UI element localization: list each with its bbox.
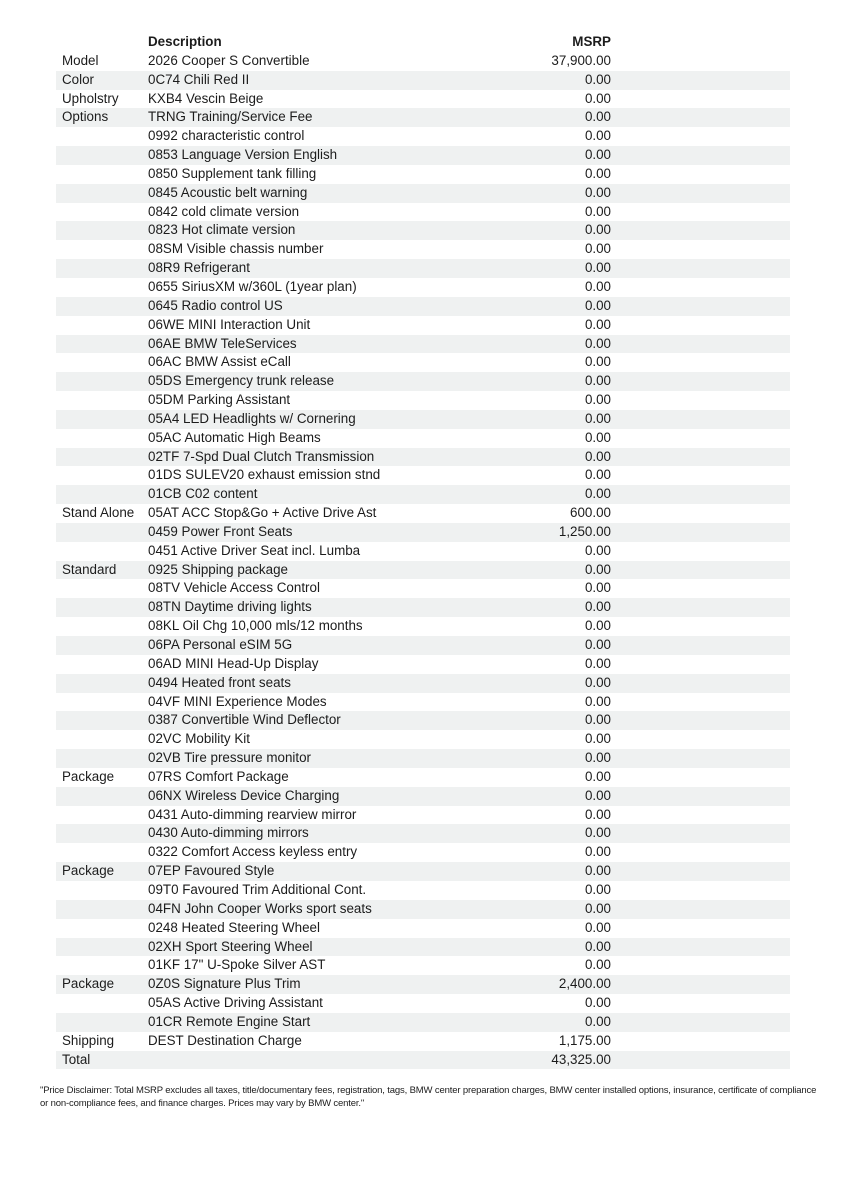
row-description: 06AE BMW TeleServices (148, 335, 297, 351)
row-msrp-value: 0.00 (584, 768, 611, 784)
row-description: 06NX Wireless Device Charging (148, 787, 340, 803)
row-description: 06PA Personal eSIM 5G (148, 637, 293, 652)
row-description: 08SM Visible chassis number (148, 241, 324, 257)
row-description: 01CR Remote Engine Start (148, 1013, 311, 1029)
row-description: 01KF 17" U-Spoke Silver AST (148, 957, 326, 973)
table-row (56, 919, 790, 938)
table-row (56, 504, 790, 523)
row-msrp-value: 0.00 (584, 467, 611, 483)
row-description: 0842 cold climate version (148, 203, 300, 219)
row-msrp-value: 0.00 (584, 655, 611, 671)
table-row (56, 655, 790, 674)
row-msrp-value: 0.00 (584, 561, 611, 577)
row-category-label: Package (62, 768, 115, 784)
row-msrp-value: 0.00 (584, 957, 611, 973)
row-msrp-value: 0.00 (584, 844, 611, 860)
row-description: DEST Destination Charge (148, 1032, 302, 1048)
row-category-label: Model (62, 52, 99, 68)
table-row (56, 127, 790, 146)
row-description: 05A4 LED Headlights w/ Cornering (148, 410, 356, 426)
table-row (56, 485, 790, 504)
row-msrp-value: 0.00 (584, 335, 611, 351)
row-msrp-value: 0.00 (584, 165, 611, 181)
row-msrp-value: 2,400.00 (558, 976, 611, 992)
row-description: 0645 Radio control US (148, 297, 283, 313)
row-description: 04VF MINI Experience Modes (148, 693, 327, 709)
row-msrp-value: 0.00 (584, 1013, 611, 1029)
row-msrp-value: 37,900.00 (551, 52, 611, 68)
row-msrp-value: 0.00 (584, 410, 611, 426)
row-msrp-value: 1,175.00 (558, 1032, 611, 1048)
row-description: 0Z0S Signature Plus Trim (148, 976, 301, 992)
row-description: 05DS Emergency trunk release (148, 373, 335, 389)
table-row (56, 353, 790, 372)
table-row (56, 335, 790, 354)
row-description: 0322 Comfort Access keyless entry (148, 844, 358, 860)
row-description: 0387 Convertible Wind Deflector (148, 712, 341, 728)
row-description: 0845 Acoustic belt warning (148, 184, 308, 200)
table-row (56, 693, 790, 712)
row-description: 0992 characteristic control (148, 128, 305, 144)
table-row (56, 561, 790, 580)
row-description: 05AS Active Driving Assistant (148, 995, 323, 1011)
table-header-row (56, 33, 790, 52)
row-msrp-value: 0.00 (584, 919, 611, 935)
row-description: 06AC BMW Assist eCall (148, 354, 291, 370)
table-row (56, 824, 790, 843)
row-msrp-value: 0.00 (584, 429, 611, 445)
row-description: 0C74 Chili Red II (148, 71, 250, 87)
table-row (56, 598, 790, 617)
row-msrp-value: 0.00 (584, 316, 611, 332)
table-row (56, 806, 790, 825)
row-msrp-value: 0.00 (584, 863, 611, 879)
table-row (56, 448, 790, 467)
row-description: KXB4 Vescin Beige (148, 90, 264, 106)
row-description: 07RS Comfort Package (148, 768, 289, 784)
row-category-label: Total (62, 1051, 91, 1067)
row-msrp-value: 1,250.00 (558, 523, 611, 539)
table-body (56, 52, 790, 1070)
row-description: 0655 SiriusXM w/360L (1year plan) (148, 278, 357, 294)
table-row (56, 1013, 790, 1032)
row-msrp-value: 43,325.00 (551, 1051, 611, 1067)
row-msrp-value: 0.00 (584, 90, 611, 106)
row-msrp-value: 0.00 (584, 71, 611, 87)
row-description: 05AC Automatic High Beams (148, 429, 321, 445)
row-category-label: Color (62, 71, 94, 87)
row-msrp-value: 0.00 (584, 693, 611, 709)
table-row (56, 203, 790, 222)
table-row (56, 165, 790, 184)
row-msrp-value: 0.00 (584, 580, 611, 596)
row-description: 02TF 7-Spd Dual Clutch Transmission (148, 448, 375, 464)
row-category-label: Options (62, 109, 109, 125)
table-row (56, 71, 790, 90)
description-column-header: Description (148, 34, 222, 49)
table-row (56, 297, 790, 316)
row-msrp-value: 0.00 (584, 241, 611, 257)
row-category-label: Standard (62, 561, 117, 577)
row-msrp-value: 0.00 (584, 750, 611, 766)
row-description: 09T0 Favoured Trim Additional Cont. (148, 881, 367, 897)
row-msrp-value: 0.00 (584, 900, 611, 916)
row-msrp-value: 0.00 (584, 109, 611, 125)
msrp-column-header: MSRP (572, 34, 611, 49)
row-msrp-value: 0.00 (584, 599, 611, 615)
row-msrp-value: 0.00 (584, 354, 611, 370)
table-row (56, 259, 790, 278)
row-description: 01CB C02 content (148, 486, 258, 502)
table-row (56, 90, 790, 109)
row-description: 0431 Auto-dimming rearview mirror (148, 806, 357, 822)
row-msrp-value: 0.00 (584, 712, 611, 728)
row-msrp-value: 0.00 (584, 147, 611, 163)
table-row (56, 429, 790, 448)
row-category-label: Package (62, 976, 115, 992)
row-description: 0459 Power Front Seats (148, 523, 293, 539)
row-msrp-value: 0.00 (584, 486, 611, 502)
row-msrp-value: 0.00 (584, 787, 611, 803)
row-msrp-value: 0.00 (584, 618, 611, 634)
table-row (56, 938, 790, 957)
row-category-label: Shipping (62, 1032, 115, 1048)
table-row (56, 843, 790, 862)
row-msrp-value: 0.00 (584, 278, 611, 294)
table-row (56, 617, 790, 636)
row-category-label: Package (62, 863, 115, 879)
row-description: 2026 Cooper S Convertible (148, 52, 310, 68)
row-msrp-value: 0.00 (584, 448, 611, 464)
row-description: 05DM Parking Assistant (148, 392, 291, 408)
row-msrp-value: 0.00 (584, 825, 611, 841)
row-msrp-value: 0.00 (584, 128, 611, 144)
table-row (56, 542, 790, 561)
table-row (56, 579, 790, 598)
table-row (56, 316, 790, 335)
row-msrp-value: 600.00 (570, 505, 611, 521)
row-description: 06WE MINI Interaction Unit (148, 316, 311, 332)
row-description: 04FN John Cooper Works sport seats (148, 900, 372, 916)
row-description: 0925 Shipping package (148, 561, 288, 577)
table-row (56, 975, 790, 994)
table-row (56, 674, 790, 693)
row-description: 08TN Daytime driving lights (148, 599, 312, 615)
row-msrp-value: 0.00 (584, 674, 611, 690)
row-description: 05AT ACC Stop&Go + Active Drive Ast (148, 505, 377, 521)
row-description: 0430 Auto-dimming mirrors (148, 825, 309, 841)
row-description: 01DS SULEV20 exhaust emission stnd (148, 467, 381, 483)
row-description: 0248 Heated Steering Wheel (148, 919, 320, 935)
row-msrp-value: 0.00 (584, 373, 611, 389)
row-msrp-value: 0.00 (584, 995, 611, 1011)
row-description: 08KL Oil Chg 10,000 mls/12 months (148, 618, 363, 634)
table-row (56, 146, 790, 165)
row-description: 08R9 Refrigerant (148, 260, 250, 276)
row-description: 0494 Heated front seats (148, 674, 291, 690)
table-row (56, 372, 790, 391)
row-description: 02VB Tire pressure monitor (148, 750, 311, 766)
row-description: 0850 Supplement tank filling (148, 165, 317, 181)
table-row (56, 240, 790, 259)
price-table (56, 33, 790, 1069)
table-row (56, 108, 790, 127)
table-row (56, 466, 790, 485)
table-row (56, 900, 790, 919)
row-description: 08TV Vehicle Access Control (148, 580, 320, 596)
row-description: 06AD MINI Head-Up Display (148, 655, 319, 671)
row-msrp-value: 0.00 (584, 297, 611, 313)
row-msrp-value: 0.00 (584, 392, 611, 408)
table-row (56, 184, 790, 203)
table-row (56, 278, 790, 297)
row-msrp-value: 0.00 (584, 806, 611, 822)
table-row (56, 768, 790, 787)
row-category-label: Upholstry (62, 90, 119, 106)
row-msrp-value: 0.00 (584, 260, 611, 276)
table-row (56, 711, 790, 730)
table-row (56, 1051, 790, 1070)
row-description: 02VC Mobility Kit (148, 731, 250, 747)
table-row (56, 862, 790, 881)
table-row (56, 730, 790, 749)
row-msrp-value: 0.00 (584, 731, 611, 747)
table-row (56, 636, 790, 655)
table-row (56, 221, 790, 240)
table-row (56, 410, 790, 429)
table-row (56, 749, 790, 768)
table-row (56, 881, 790, 900)
row-msrp-value: 0.00 (584, 184, 611, 200)
row-msrp-value: 0.00 (584, 542, 611, 558)
row-description: 02XH Sport Steering Wheel (148, 938, 313, 954)
row-msrp-value: 0.00 (584, 938, 611, 954)
row-msrp-value: 0.00 (584, 881, 611, 897)
table-row (56, 787, 790, 806)
table-row (56, 523, 790, 542)
row-description: 0853 Language Version English (148, 147, 338, 163)
row-category-label: Stand Alone (62, 505, 135, 521)
table-row (56, 391, 790, 410)
table-row (56, 52, 790, 71)
row-description: 0823 Hot climate version (148, 222, 296, 238)
row-description: 07EP Favoured Style (148, 863, 275, 879)
table-row (56, 1032, 790, 1051)
row-msrp-value: 0.00 (584, 222, 611, 238)
table-row (56, 956, 790, 975)
row-msrp-value: 0.00 (584, 637, 611, 652)
row-description: 0451 Active Driver Seat incl. Lumba (148, 542, 361, 558)
row-description: TRNG Training/Service Fee (148, 109, 313, 125)
row-msrp-value: 0.00 (584, 203, 611, 219)
table-row (56, 994, 790, 1013)
price-disclaimer-text: "Price Disclaimer: Total MSRP excludes all taxes, title/documentary fees, registration, tags, BMW center preparation charges, BMW center installed options, insurance, certificate of compliance or non-compliance fees, and finance charges. Prices may vary by BMW center." (40, 1085, 817, 1109)
